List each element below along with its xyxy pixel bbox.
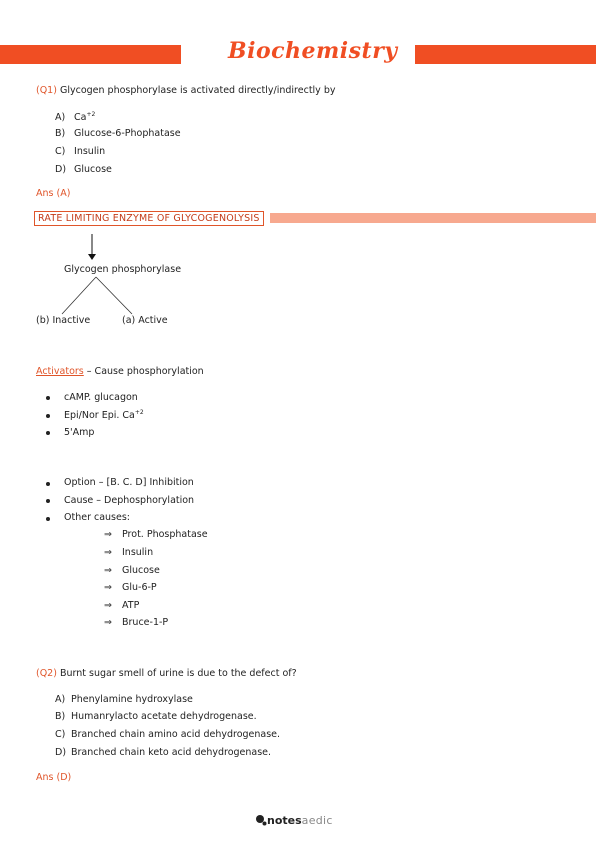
q2-question [36,668,297,679]
bullet [46,517,50,521]
page-title: Biochemistry [228,38,398,64]
sub-item: ⇒ Insulin [104,547,154,558]
q1-option-b: B) Glucose-6-Phophatase [55,128,181,139]
inhibition-item: Other causes: [64,512,131,523]
q1-answer: Ans (A) [36,188,71,199]
q1-option-a: A) $Ca^{+2}$ [55,111,96,124]
bullet [46,482,50,486]
sub-item: ⇒ ATP [104,600,140,611]
diagram-left: (b) Inactive [36,315,91,326]
diagram-root: Glycogen phosphorylase [64,264,182,275]
branch-left [62,277,96,314]
q2-text: Burnt sugar smell of urine is due to the defect of? [59,668,297,679]
q2-option-d: D) Branched chain keto acid dehydrogenase. [55,747,272,758]
implies-arrow-icon: ⇒ [104,529,112,540]
q1-question [36,85,335,96]
sub-item: ⇒ Bruce-1-P [104,617,169,628]
activators-heading [36,366,204,377]
down-arrow-head [88,254,96,260]
activator-item: cAMP. glucagon [64,392,138,403]
q2-option-a: A) Phenylamine hydroxylase [55,694,193,705]
diagram-right: (a) Active [122,315,168,326]
notes-logo-icon [255,814,267,826]
footer-logo: notesaedic [255,814,333,827]
q1-option-d: D) Glucose [55,164,112,175]
header-bar-right [415,45,596,64]
q2-option-c: C) Branched chain amino acid dehydrogenase. [55,729,281,740]
bullet [46,431,50,435]
implies-arrow-icon: ⇒ [104,547,112,558]
branch-right [96,277,132,314]
implies-arrow-icon: ⇒ [104,565,112,576]
q1-option-c: C) Insulin [55,146,106,157]
bullet [46,414,50,418]
activator-item: 5'Amp [64,427,95,438]
sub-item: ⇒ Prot. Phosphatase [104,529,208,540]
q1-text: Glycogen phosphorylase is activated directly/indirectly by [59,85,336,96]
bullet [46,396,50,400]
section-heading: RATE LIMITING ENZYME OF GLYCOGENOLYSIS [34,211,264,226]
glycogenolysis-diagram [0,228,200,328]
q2-option-b: B) Humanrylacto acetate dehydrogenase. [55,711,257,722]
sub-item: ⇒ Glu-6-P [104,582,157,593]
q1-label: (Q1) [36,85,57,96]
q2-answer: Ans (D) [36,772,72,783]
bullet [46,499,50,503]
activators-rest: – Cause phosphorylation [83,366,204,377]
header-bar-left [0,45,181,64]
activators-label: Activators [36,366,84,377]
section-highlight-bar [270,213,596,223]
sub-item: ⇒ Glucose [104,565,160,576]
activator-item: Epi/Nor Epi. $Ca^{+2}$ [64,409,144,422]
implies-arrow-icon: ⇒ [104,600,112,611]
q2-label: (Q2) [36,668,57,679]
implies-arrow-icon: ⇒ [104,582,112,593]
implies-arrow-icon: ⇒ [104,617,112,628]
inhibition-item: Option – [B. C. D] Inhibition [64,477,194,488]
inhibition-item: Cause – Dephosphorylation [64,495,195,506]
